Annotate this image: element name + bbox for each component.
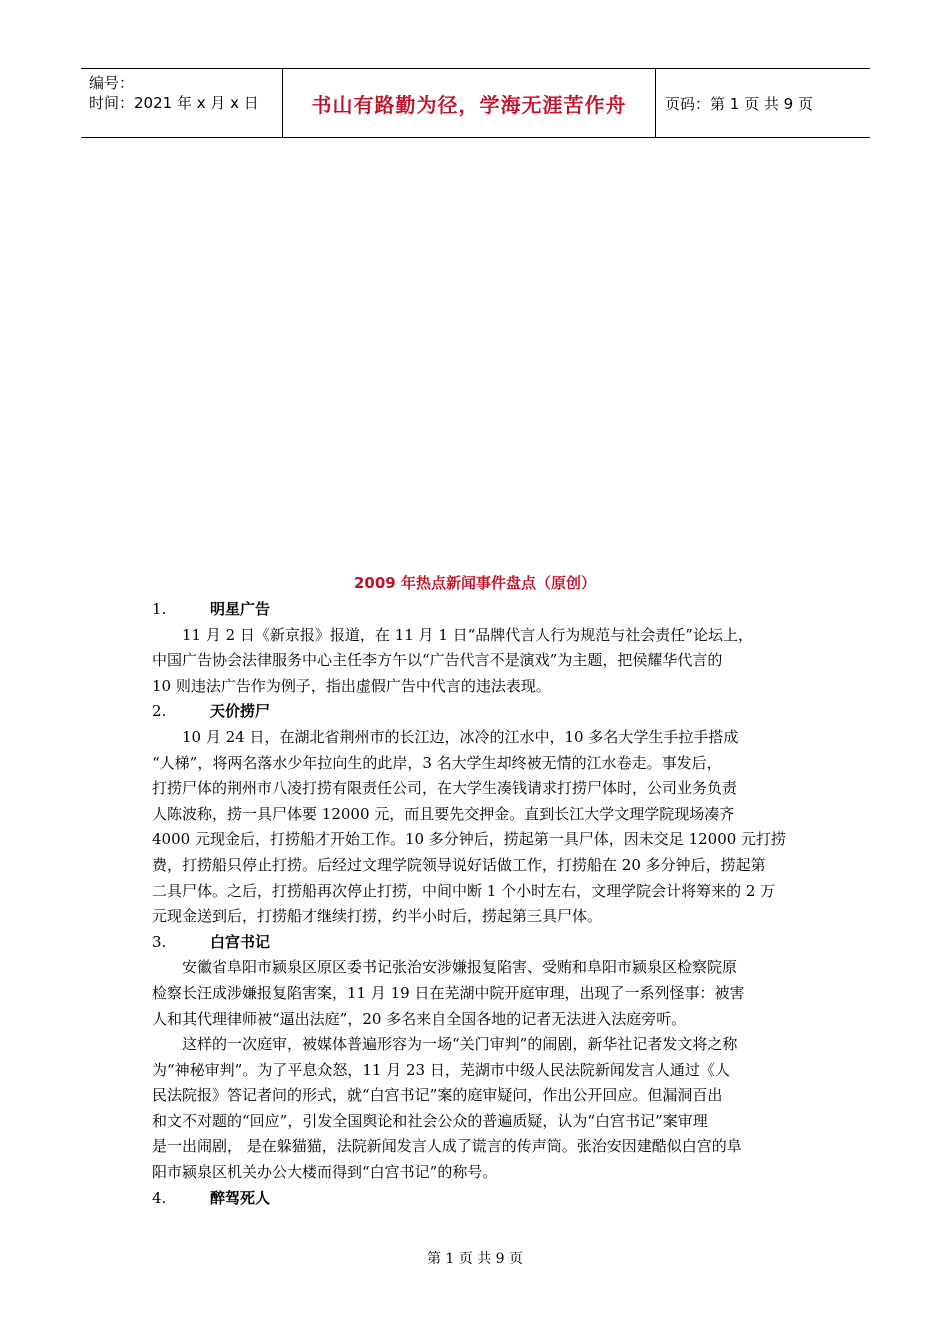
paragraph-line: 检察长汪成涉嫌报复陷害案，11 月 19 日在芜湖中院开庭审理，出现了一系列怪事：被害 — [152, 983, 745, 1002]
number-label: 编号： — [89, 74, 135, 92]
document-title: 2009 年热点新闻事件盘点（原创） — [354, 574, 596, 592]
paragraph-line: “人梯”，将两名落水少年拉向生的此岸，3 名大学生却终被无情的江水卷走。事发后， — [152, 753, 722, 772]
section-heading — [152, 930, 802, 956]
section-heading — [152, 1186, 802, 1212]
paragraph-line: 阳市颍泉区机关办公大楼而得到“白宫书记”的称号。 — [152, 1163, 498, 1182]
paragraph-line: 这样的一次庭审，被媒体普遍形容为一场“关门审判”的闹剧，新华社记者发文将之称 — [182, 1035, 738, 1054]
section-title: 白宫书记 — [210, 932, 271, 951]
paragraph-line: 4000 元现金后，打捞船才开始工作。10 多分钟后，捞起第一具尸体，因未交足 12000 元打捞 — [152, 830, 787, 849]
paragraph-line: 人和其代理律师被“逼出法庭”，20 多名来自全国各地的记者无法进入法庭旁听。 — [152, 1009, 687, 1028]
section-paragraph — [152, 955, 802, 1032]
paragraph-line: 费，打捞船只停止打捞。后经过文理学院领导说好话做工作，打捞船在 20 多分钟后，捞起第 — [152, 855, 766, 874]
section-title: 明星广告 — [210, 600, 271, 618]
section-paragraph — [152, 623, 802, 700]
paragraph-line: 元现金送到后，打捞船才继续打捞，约半小时后，捞起第三具尸体。 — [152, 907, 603, 926]
header-left-cell — [81, 69, 282, 137]
section-number: 4. — [152, 1188, 167, 1207]
section-heading — [152, 699, 802, 725]
paragraph-line: 打捞尸体的荆州市八凌打捞有限责任公司，在大学生凑钱请求打捞尸体时，公司业务负责 — [152, 779, 738, 798]
page-header — [81, 68, 870, 138]
page-label: 页码：第 1 页 共 9 页 — [665, 94, 813, 113]
paragraph-line: 11 月 2 日《新京报》报道，在 11 月 1 日“品牌代言人行为规范与社会责任”论坛上， — [182, 625, 753, 644]
section-number: 2. — [152, 702, 167, 721]
header-motto-cell — [282, 69, 656, 137]
section-title: 天价捞尸 — [210, 702, 271, 721]
section-paragraph — [152, 725, 802, 930]
header-page-cell — [656, 69, 870, 137]
paragraph-line: 二具尸体。之后，打捞船再次停止打捞，中间中断 1 个小时左右，文理学院会计将筹来的 2 万 — [152, 881, 776, 900]
section-paragraph — [152, 1032, 802, 1186]
paragraph-line: 10 月 24 日，在湖北省荆州市的长江边，冰冷的江水中，10 多名大学生手拉手搭成 — [182, 727, 739, 746]
paragraph-line: 是一出闹剧， 是在躲猫猫，法院新闻发言人成了谎言的传声筒。张治安因建酷似白宫的阜 — [152, 1137, 742, 1156]
paragraph-line: 民法院报》答记者问的形式，就“白宫书记”案的庭审疑问，作出公开回应。但漏洞百出 — [152, 1086, 723, 1105]
date-label: 时间：2021 年 x 月 x 日 — [89, 94, 259, 112]
paragraph-line: 安徽省阜阳市颍泉区原区委书记张治安涉嫌报复陷害、受贿和阜阳市颍泉区检察院原 — [182, 958, 738, 977]
paragraph-line: 为“神秘审判”。为了平息众怒，11 月 23 日，芜湖市中级人民法院新闻发言人通过《人 — [152, 1060, 730, 1079]
paragraph-line: 和文不对题的“回应”，引发全国舆论和社会公众的普遍质疑，认为“白宫书记”案审理 — [152, 1111, 708, 1130]
motto-text: 书山有路勤为径，学海无涯苦作舟 — [311, 92, 627, 117]
paragraph-line: 10 则违法广告作为例子，指出虚假广告中代言的违法表现。 — [152, 676, 551, 695]
section-number: 3. — [152, 932, 167, 951]
section-title: 醉驾死人 — [210, 1188, 271, 1207]
section-number: 1. — [152, 600, 167, 618]
document-body — [152, 597, 802, 1211]
section-heading — [152, 597, 802, 623]
paragraph-line: 人陈波称，捞一具尸体要 12000 元，而且要先交押金。直到长江大学文理学院现场凑齐 — [152, 804, 735, 823]
page-footer: 第 1 页 共 9 页 — [426, 1251, 524, 1267]
paragraph-line: 中国广告协会法律服务中心主任李方午以“广告代言不是演戏”为主题，把侯耀华代言的 — [152, 651, 723, 670]
